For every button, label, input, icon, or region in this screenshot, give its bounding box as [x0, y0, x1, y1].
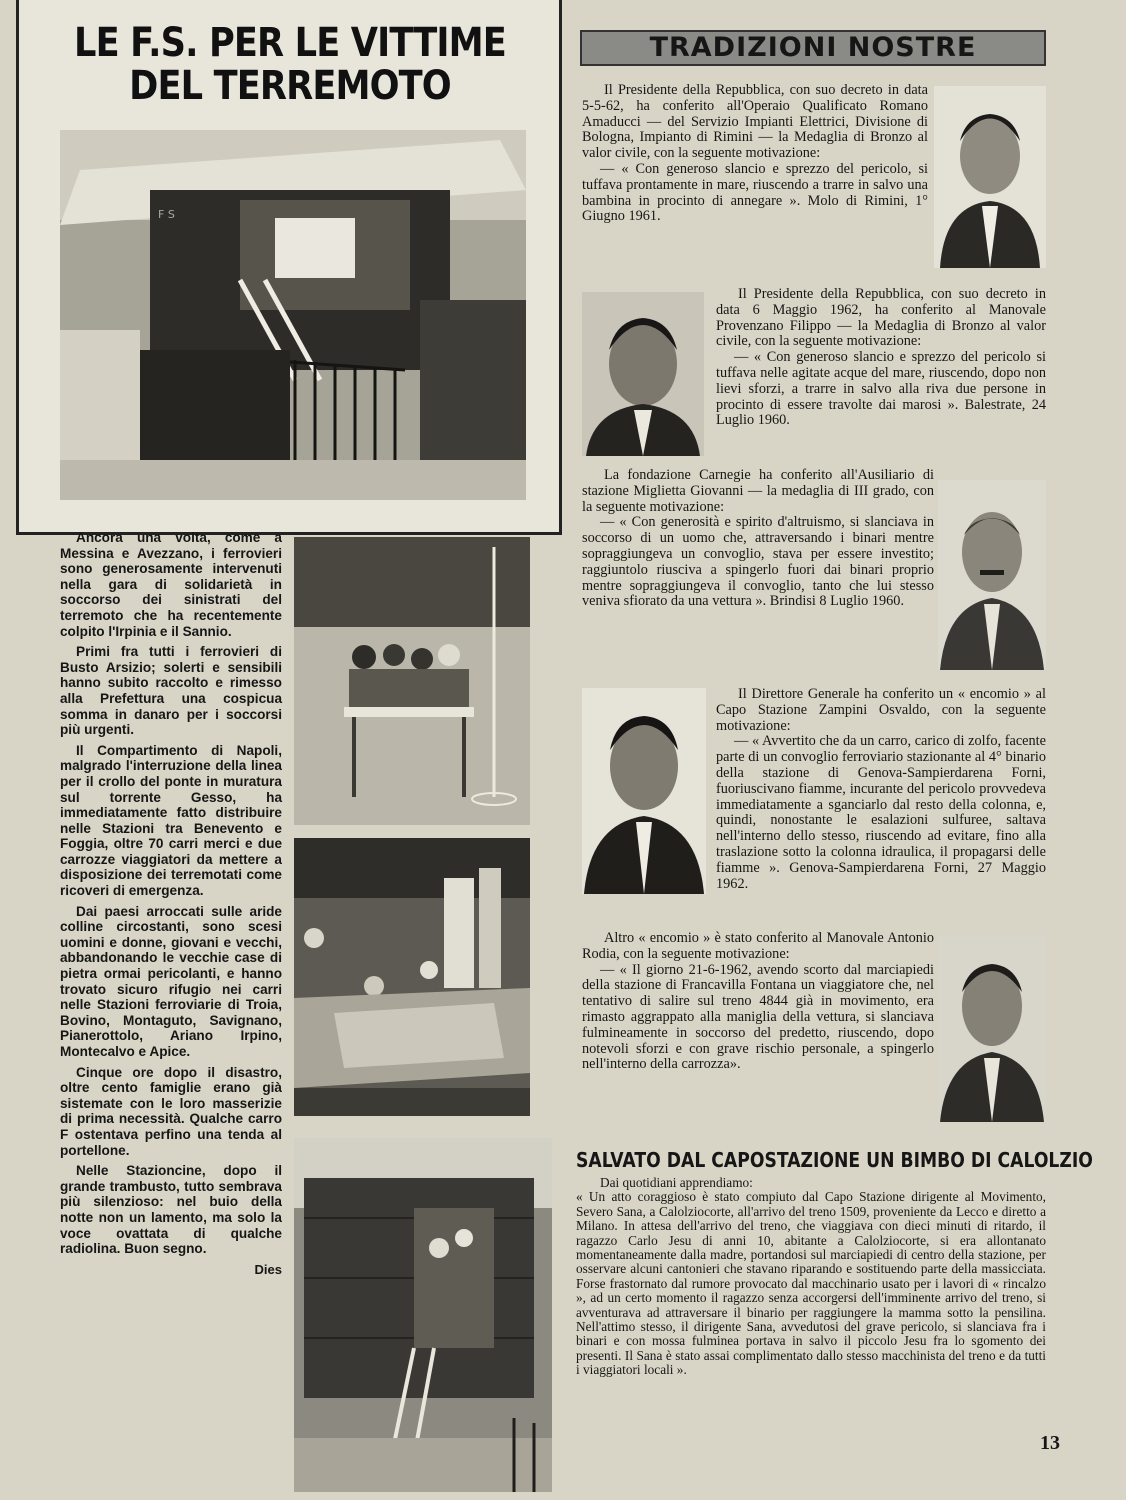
award-intro: Altro « encomio » è stato conferito al Manovale Antonio Rodia, con la seguente motivazione: [582, 930, 934, 962]
portrait-miglietta-illustration [938, 480, 1046, 670]
left-paragraph: Cinque ore dopo il disastro, oltre cento famiglie erano già sistemate con le loro masserizie di prima necessità. Qualche carro F ostentava perfino una tenda al portellone. [60, 1064, 282, 1158]
photo-interior-beds [294, 838, 530, 1116]
news-body: « Un atto coraggioso è stato compiuto dal Capo Stazione dirigente al Movimento, Severo Sana, a Calolziocorte, all'arrivo del treno 1509, proveniente da Lecco e diretto a Milano. In attesa dell'arrivo del treno, che viaggiava con dieci minuti di ritardo, il ragazzo Carlo Jesu di anni 10, abitante a Calolziocorte, si era allontanato momentaneamente dalla madre, portandosi sul marciapiedi di centro della stazione, per osservare alcuni cantonieri che stavano riparando e sostituendo parte della massicciata. Forse frastornato dal rumore provocato dal macchinario usato per i lavori di « rincalzo », ad un certo momento il ragazzo senza accorgersi dell'imminente arrivo del treno, si avventurava ad attraversare il binario per raggiungere la mamma sotto la pensilina. Nell'attimo stesso, il dirigente Sana, avvedutosi del grave pericolo, si slanciava fra i binari e con mossa fulminea portava in salvo il piccolo Jesu fra lo sgomento dei presenti. Il Sana è stato assai complimentato dallo stesso macchinista del treno e da tutti i viaggiatori locali ». [576, 1189, 1046, 1378]
headline-line-2: DEL TERREMOTO [129, 63, 451, 109]
news-subheading: SALVATO DAL CAPOSTAZIONE UN BIMBO DI CALOLZIO [576, 1148, 1093, 1172]
left-article-body [60, 530, 282, 1277]
portrait-rodia-illustration [938, 936, 1046, 1122]
award-3 [582, 468, 934, 610]
page-number: 13 [1040, 1432, 1060, 1454]
left-paragraph: Ancora una volta, come a Messina e Avezzano, i ferrovieri sono generosamente intervenuti nella gara di solidarietà in soccorso dei sinistrati del terremoto che ha recentemente colpito l'Irpinia e il Sannio. [60, 530, 282, 639]
news-item [576, 1176, 1046, 1378]
left-paragraph: Dai paesi arroccati sulle aride colline circostanti, sono scesi uomini e donne, giovani e vecchi, abbandonando le vecchie case di pietra ormai pericolanti, e hanno trovato sicuro rifugio nei carri nelle Stazioni ferroviarie di Troia, Bovino, Montaguto, Savignano, Pianerottolo, Ariano Irpino, Montecalvo e Apice. [60, 903, 282, 1059]
award-5 [582, 931, 934, 1073]
photo-wagon-ladder [294, 1138, 552, 1492]
left-paragraph: Primi fra tutti i ferrovieri di Busto Arsizio; solerti e sensibili hanno subito raccolto e rimesso alla Prefettura una cospicua somma in danaro per i soccorsi più urgenti. [60, 644, 282, 738]
section-banner: TRADIZIONI NOSTRE [580, 30, 1046, 66]
award-intro: La fondazione Carnegie ha conferito all'Ausiliario di stazione Miglietta Giovanni — la medaglia di III grado, con la seguente motivazione: [582, 467, 934, 515]
award-1 [582, 83, 928, 225]
article-headline [70, 22, 510, 108]
award-quote: — « Con generosità e spirito d'altruismo, si slanciava in soccorso di un uomo che, attraversando i binari mentre sopraggiungeva un convoglio, stava per essere investito; raggiuntolo riusciva a spingerlo fuori dai binari proprio mentre sopraggiungeva il convoglio, tanto che lui stesso veniva sfiorato da una vettura ». Brindisi 8 Luglio 1960. [582, 514, 934, 610]
award-intro: Il Presidente della Repubblica, con suo decreto in data 6 Maggio 1962, ha conferito al Manovale Provenzano Filippo — la Medaglia di Bronzo al valor civile, con la seguente motivazione: [716, 286, 1046, 350]
portrait-rodia [938, 936, 1046, 1122]
children-table-illustration [294, 537, 530, 825]
portrait-zampini-illustration [582, 688, 706, 894]
left-paragraph: Nelle Stazioncine, dopo il grande trambusto, tutto sembrava più silenzioso: nel buio della notte non un lamento, ma solo la voce ovattata di qualche radiolina. Buon segno. [60, 1163, 282, 1257]
photo-children-table [294, 537, 530, 825]
portrait-zampini [582, 688, 706, 894]
portrait-provenzano-illustration [582, 292, 704, 456]
headline-line-1: LE F.S. PER LE VITTIME [74, 20, 506, 66]
portrait-provenzano [582, 292, 704, 456]
award-quote: — « Con generoso slancio e sprezzo del pericolo, si tuffava prontamente in mare, riuscendo a trarre in salvo una bambina in procinto di annegare ». Molo di Rimini, 1° Giugno 1961. [582, 160, 928, 225]
award-2 [716, 287, 1046, 429]
interior-beds-illustration [294, 838, 530, 1116]
wagon-gate-illustration [60, 130, 526, 500]
left-paragraph: Il Compartimento di Napoli, malgrado l'interruzione della linea per il crollo del ponte in muratura sul torrente Gesso, ha immediatamente fatto distribuire nelle Stazioni tra Benevento e Foggia, oltre 70 carri merci e due carrozze viaggiatori da mettere a disposizione dei terremotati come ricoveri di emergenza. [60, 742, 282, 899]
article-signature: Dies [254, 1261, 282, 1277]
portrait-amaducci [934, 86, 1046, 268]
portrait-miglietta [938, 480, 1046, 670]
award-quote: — « Avvertito che da un carro, carico di zolfo, facente parte di un convoglio ferroviario stazionante al 4° binario della stazione di Genova-Sampierdarena Forni, fuoriuscivano fiamme, incurante del pericolo provvedeva immediatamente a sganciarlo dal resto della colonna, e, quindi, nonostante le esalazioni sulfuree, saltava nell'interno dello stesso, riuscendo ad evitare, fino alla traslazione sotto la colonna idraulica, il propagarsi delle fiamme ». Genova-Sampierdarena Forni, 27 Maggio 1962. [716, 733, 1046, 892]
photo-wagon-gate [60, 130, 526, 500]
wagon-ladder-illustration [294, 1138, 552, 1492]
award-intro: Il Direttore Generale ha conferito un « encomio » al Capo Stazione Zampini Osvaldo, con la seguente motivazione: [716, 686, 1046, 734]
portrait-amaducci-illustration [934, 86, 1046, 268]
wagon-marking: F S [158, 208, 175, 221]
award-intro: Il Presidente della Repubblica, con suo decreto in data 5-5-62, ha conferito all'Operaio Qualificato Romano Amaducci — del Servizio Impianti Elettrici, Divisione di Bologna, Impianto di Rimini — la Medaglia di Bronzo al valor civile, con la seguente motivazione: [582, 82, 928, 162]
award-quote: — « Il giorno 21-6-1962, avendo scorto dal marciapiedi della stazione di Francavilla Fontana un viaggiatore che, nel tentativo di salire sul treno 4844 già in movimento, era rimasto aggrappato alla maniglia della vettura, si slanciava fulmineamente in soccorso del predetto, riuscendo, dopo notevoli sforzi e con grave rischio personale, a spingerlo nell'interno della carrozza». [582, 961, 934, 1073]
news-lead: Dai quotidiani apprendiamo: [600, 1175, 753, 1190]
award-quote: — « Con generoso slancio e sprezzo del pericolo si tuffava nelle agitate acque del mare, riuscendo, dopo non lievi sforzi, a trarre in salvo alla riva due persone in procinto di essere travolte dai marosi ». Balestrate, 24 Luglio 1960. [716, 349, 1046, 429]
award-4 [716, 687, 1046, 892]
